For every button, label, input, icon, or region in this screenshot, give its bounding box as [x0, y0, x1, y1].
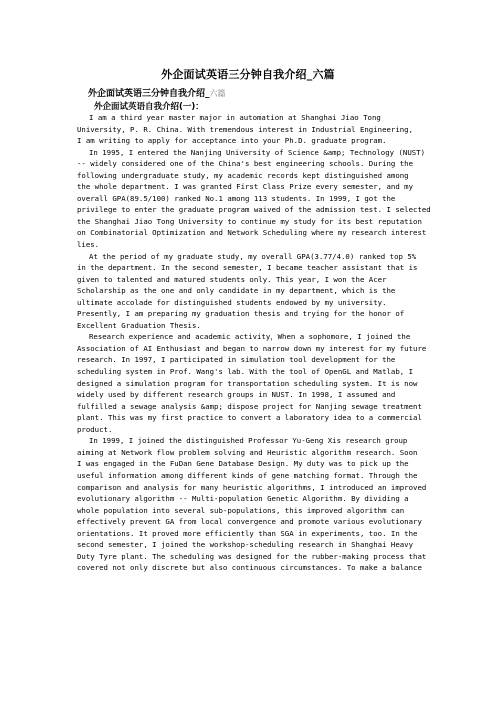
- document-subtitle: [88, 86, 226, 99]
- body-line: Duty Tyre plant. The scheduling was designed for the rubber-making process that: [77, 551, 427, 561]
- body-line: evolutionary algorithm -- Multi-population Genetic Algorithm. By dividing a: [77, 494, 409, 504]
- body-line: University, P. R. China. With tremendous interest in Industrial Engineering,: [77, 124, 414, 134]
- body-line: following undergraduate study, my academic records kept distinguished among: [77, 170, 409, 180]
- body-line: I am writing to apply for acceptance into your Ph.D. graduate program.: [77, 136, 387, 146]
- subtitle-text: 外企面试英语三分钟自我介绍_: [88, 89, 210, 99]
- section-title: 外企面试英语自我介绍(一)：: [94, 102, 204, 112]
- body-line: fulfilled a sewage analysis &amp; dispose project for Nanjing sewage treatment: [77, 401, 422, 411]
- body-line: effectively prevent GA from local convergence and promote various evolutionary: [77, 517, 422, 527]
- body-line: product.: [77, 424, 113, 434]
- body-line: the Shanghai Jiao Tong University to continue my study for its best reputation: [77, 216, 422, 226]
- body-line: At the period of my graduate study, my overall GPA(3.77/4.0) ranked top 5%: [89, 251, 417, 261]
- body-line: Excellent Graduation Thesis.: [77, 320, 201, 330]
- body-line: designed a simulation program for transportation scheduling system. It is now: [77, 378, 418, 388]
- body-line: aiming at Network flow problem solving and Heuristic algorithm research. Soon: [77, 447, 418, 457]
- body-line: covered not only discrete but also continuous circumstances. To make a balance: [77, 563, 422, 573]
- body-line: I was engaged in the FuDan Gene Database Design. My duty was to pick up the: [77, 459, 409, 469]
- body-line: overall GPA(89.5/100) ranked No.1 among 113 students. In 1999, I got the: [77, 193, 396, 203]
- document-body: [77, 112, 431, 574]
- body-line: scheduling system in Prof. Wang's lab. With the tool of OpenGL and Matlab, I: [77, 367, 414, 377]
- body-line: widely used by different research groups in NUST. In 1998, I assumed and: [77, 390, 396, 400]
- body-line: ultimate accolade for distinguished students endowed by my university.: [77, 297, 387, 307]
- body-line: In 1995, I entered the Nanjing University of Science &amp; Technology (NUST): [89, 147, 426, 157]
- body-line: in the department. In the second semester, I became teacher assistant that is: [77, 263, 418, 273]
- body-line: -- widely considered one of the China's best engineering schools. During the: [77, 159, 414, 169]
- document-title: 外企面试英语三分钟自我介绍_六篇: [161, 68, 335, 81]
- body-line: on Combinatorial Optimization and Network Scheduling where my research interest: [77, 228, 427, 238]
- body-line: research. In 1997, I participated in simulation tool development for the: [77, 355, 396, 365]
- body-line: lies.: [77, 240, 100, 250]
- body-line: orientations. It proved more efficiently than SGA in experiments, too. In the: [77, 528, 418, 538]
- body-line: Scholarship as the one and only candidate in my department, which is the: [77, 286, 396, 296]
- body-line: given to talented and matured students only. This year, I won the Acer: [77, 274, 387, 284]
- body-line: second semester, I joined the workshop-scheduling research in Shanghai Heavy: [77, 540, 414, 550]
- subtitle-tag: 六篇: [209, 89, 226, 98]
- body-line: Association of AI Enthusiast and began to narrow down my interest for my future: [77, 343, 427, 353]
- body-line: Research experience and academic activity，When a sophomore, I joined the: [89, 332, 411, 342]
- body-line: comparison and analysis for many heuristic algorithms, I introduced an improved: [77, 482, 427, 492]
- body-line: In 1999, I joined the distinguished Professor Yu-Geng Xis research group: [89, 436, 408, 446]
- body-line: the whole department. I was granted First Class Prize every semester, and my: [77, 182, 414, 192]
- body-line: I am a third year master major in automation at Shanghai Jiao Tong: [89, 113, 381, 122]
- body-line: privilege to enter the graduate program waived of the admission test. I selected: [77, 205, 431, 215]
- body-line: plant. This was my first practice to convert a laboratory idea to a commercial: [77, 413, 422, 423]
- body-line: useful information among different kinds of gene matching format. Through the: [77, 470, 418, 480]
- body-line: whole population into several sub-populations, this improved algorithm can: [77, 505, 405, 515]
- body-line: Presently, I am preparing my graduation thesis and trying for the honor of: [77, 309, 405, 319]
